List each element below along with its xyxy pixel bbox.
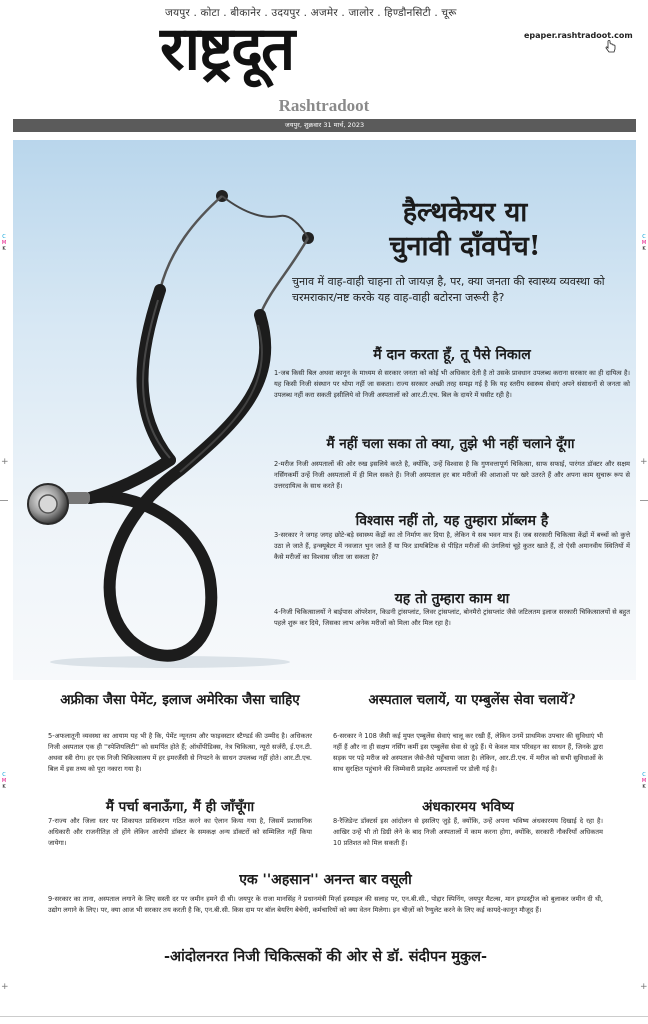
registration-mark-icon: +: [1, 982, 9, 992]
cmk-mark-left: C M K: [1, 234, 7, 252]
edition-cities: जयपुर . कोटा . बीकानेर . उदयपुर . अजमेर . जालोर . हिण्डौनसिटी . चूरू: [165, 7, 457, 19]
page-bottom-rule: [0, 1016, 648, 1017]
section-heading: अफ्रीका जैसा पेमेंट, इलाज अमेरिका जैसा चाहिए: [60, 692, 300, 708]
registration-mark-icon: +: [640, 982, 648, 992]
section-body: 6-सरकार ने 108 जैसी कई मुफ्त एम्बुलेंस सेवाएं चालू कर रखी हैं, लेकिन उनमें प्राथमिक उपचार की सुविधाएं भी नहीं हैं और ना ही सक्षम नर्सिंग कर्मी इस एम्बुलेंस सेवा से जुड़े हैं। ये केवल मात्र परिवहन का साधन हैं, जिनके द्वारा सड़क पर पड़े मरीज को अस्पताल जैसे-तैसे पहुँचाया जाता है। लेकिन, आर.टी.एच. में मरीज को सभी सुविधाओं के साथ सुरक्षित पहुंचाने की जिम्मेवारी प्राइवेट अस्पतालों पर डोली गई है।: [333, 732, 603, 773]
section-heading: अस्पताल चलायें, या एम्बुलेंस सेवा चलायें?: [368, 692, 576, 708]
section-body: 3-सरकार ने जगह जगह छोटे-बड़े स्वास्थ्य केंद्रों का तो निर्माण कर दिया है, लेकिन ये सब भवन मात्र हैं। जब सरकारी चिकित्सा केंद्रों में बच्चों को कुत्ते उठा ले जाते हैं, इन्क्यूबेटर में नवजात भुन जाते हैं या फिर डायबिटिक से पीड़ित मरीजों की उंगलियां चूहे कुतर खाते हैं, तो ऐसी अमानवीय स्थितियों में कैसे मरीजों का विश्वास जीता जा सकता है?: [274, 531, 630, 561]
trim-line: [0, 500, 8, 501]
registration-mark-icon: +: [640, 457, 648, 467]
section-heading: यह तो तुम्हारा काम था: [394, 591, 510, 607]
section-heading: एक ''अहसान'' अनन्त बार वसूली: [239, 872, 412, 888]
cmk-mark-left-lower: C M K: [1, 772, 7, 790]
ad-headline-line2: चुनावी दाँवपेंच!: [389, 231, 541, 262]
section-body: 2-मरीज निजी अस्पतालों की ओर रुख इसलिये करते है, क्योंकि, उन्हें विश्वास है कि गुणवत्तापूर्ण चिकित्सा, साफ सफाई, पारंगत डॉक्टर और सक्षम नर्सिंगकर्मी उन्हें निजी अस्पतालों में ही मिल सकते हैं। निजी अस्पताल हर बार मरीजों की आशाओं पर खरे उतरते हैं और अपना काम सुचारू रूप से उत्तरदायित्व के साथ करते हैं।: [274, 460, 630, 490]
section-body: 9-सरकार का ताना, अस्पताल लगाने के लिए सस्ती दर पर जमीन हमने दी थी। जयपुर के राजा मानसिंह ने प्रधानमंत्री मिर्ज़ा इस्माइल की सलाह पर, एन.बी.सी., पोद्दार स्पिनिंग, जयपुर मैटल्स, मान इण्डस्ट्रीज को बुलाकर जमीन दी थी, उद्योग लगाने के लिए। पर, क्या आज भी सरकार तय करती है कि, एन.बी.सी. किस दाम पर बॉल बेयरिंग बेचेगी, कर्मचारियों को क्या वेतन मिलेगा। इन चीज़ों को रैग्युलेट करने के लिए कई कायदे-कानून मौजूद हैं।: [48, 895, 603, 914]
ad-signature: -आंदोलनरत निजी चिकित्सकों की ओर से डॉ. संदीपन मुकुल-: [164, 948, 487, 965]
section-body: 7-राज्य और जिला स्तर पर शिकायत प्राधिकरण गठित करने का ऐलान किया गया है, जिसमें प्रशासनिक अधिकारी और राजनीतिज्ञ तो होंगे लेकिन आरोपी डॉक्टर के समकक्ष अन्य डॉक्टरों को सम्मिलित नहीं किया जायेगा।: [48, 817, 312, 847]
dateline-bar: जयपुर, शुक्रवार 31 मार्च, 2023: [13, 119, 636, 132]
section-body: 4-निजी चिकित्सालयों ने बाईपास ऑपरेशन, किडनी ट्रांसप्लांट, लिवर ट्रांसप्लांट, बोनमैरो ट्रांसप्लांट जैसे जटिलतम इलाज सरकारी चिकित्सालयों से बहुत पहले शुरू कर दिये, जिसका लाभ अनेक मरीजों को मिला और मिल रहा है।: [274, 608, 630, 627]
section-heading: मैं नहीं चला सका तो क्या, तुझे भी नहीं चलाने दूँगा: [326, 436, 575, 452]
section-body: 1-जब किसी बिल अथवा कानून के माध्यम से सरकार जनता को कोई भी अधिकार देती है तो उसके प्रावधान उपलब्ध कराना सरकार का ही दायित्व है। यह किसी निजी संस्थान पर थोपा नहीं जा सकता। राज्य सरकार अच्छी तरह समझ गई है कि यह स्तरीय स्वास्थ्य सेवाएं अपने संसाधनों से जनता को उपलब्ध नहीं करा सकती इसीलिये वो निजी अस्पतालों को आर.टी.एच. बिल के दायरे में घसीट रही है।: [274, 369, 630, 399]
registration-mark-icon: +: [1, 457, 9, 467]
hand-cursor-icon: [605, 40, 617, 54]
ad-headline-line1: हैल्थकेयर या: [402, 197, 528, 228]
newspaper-english-title: Rashtradoot: [278, 96, 370, 115]
section-heading: मैं पर्चा बनाऊँगा, मैं ही जाँचूँगा: [105, 799, 255, 815]
epaper-link[interactable]: epaper.rashtradoot.com: [524, 31, 633, 40]
section-heading: विश्वास नहीं तो, यह तुम्हारा प्रॉब्लम है: [355, 513, 549, 529]
ad-headline: [300, 196, 630, 264]
ad-lead-paragraph: चुनाव में वाह-वाही चाहना तो जायज़ है, पर, क्या जनता की स्वास्थ्य व्यवस्था को चरमराकार/नष्ट करके यह वाह-वाही बटोरना जरूरी है?: [292, 275, 605, 304]
newspaper-masthead: राष्ट्रदूत: [160, 14, 294, 84]
section-body: 8-रैजिडेन्ट डॉक्टर्स इस आंदोलन से इसलिए जुड़े हैं, क्योंकि, उन्हें अपना भविष्य अंधकारमय दिखाई दे रहा है। आखिर उन्हें भी तो डिग्री लेने के बाद निजी अस्पतालों में काम करना होगा, क्योंकि, सरकारी नौकरियाँ अधिकतम 10 प्रतिशत को मिल सकती हैं।: [333, 817, 603, 847]
section-heading: अंधकारमय भविष्य: [422, 799, 514, 815]
section-body: 5-अफलातूनी व्यवस्था का आयाम यह भी है कि, पेमेंट न्यूनतम और फाइवस्टार स्टैण्डर्ड की उम्मीद है। अधिकतर निजी अस्पताल एक ही ''स्पेशियलिटी'' को समर्पित होते हैं; ऑर्थोपीडिक्स, नेत्र चिकित्सा, न्यूरो सर्जरी, ई.एन.टी. अथवा स्त्री रोग। हर एक निजी चिकित्सालय में हर इमरजैंसी से निपटने के साधन उपलब्ध नहीं होते। आर.टी.एच. बिल में इस तथ्य को पूरा नकारा गया है।: [48, 732, 312, 773]
section-heading: मैं दान करता हूँ, तू पैसे निकाल: [373, 347, 531, 363]
cmk-mark-right-lower: C M K: [641, 772, 647, 790]
cmk-mark-right: C M K: [641, 234, 647, 252]
trim-line: [640, 500, 648, 501]
